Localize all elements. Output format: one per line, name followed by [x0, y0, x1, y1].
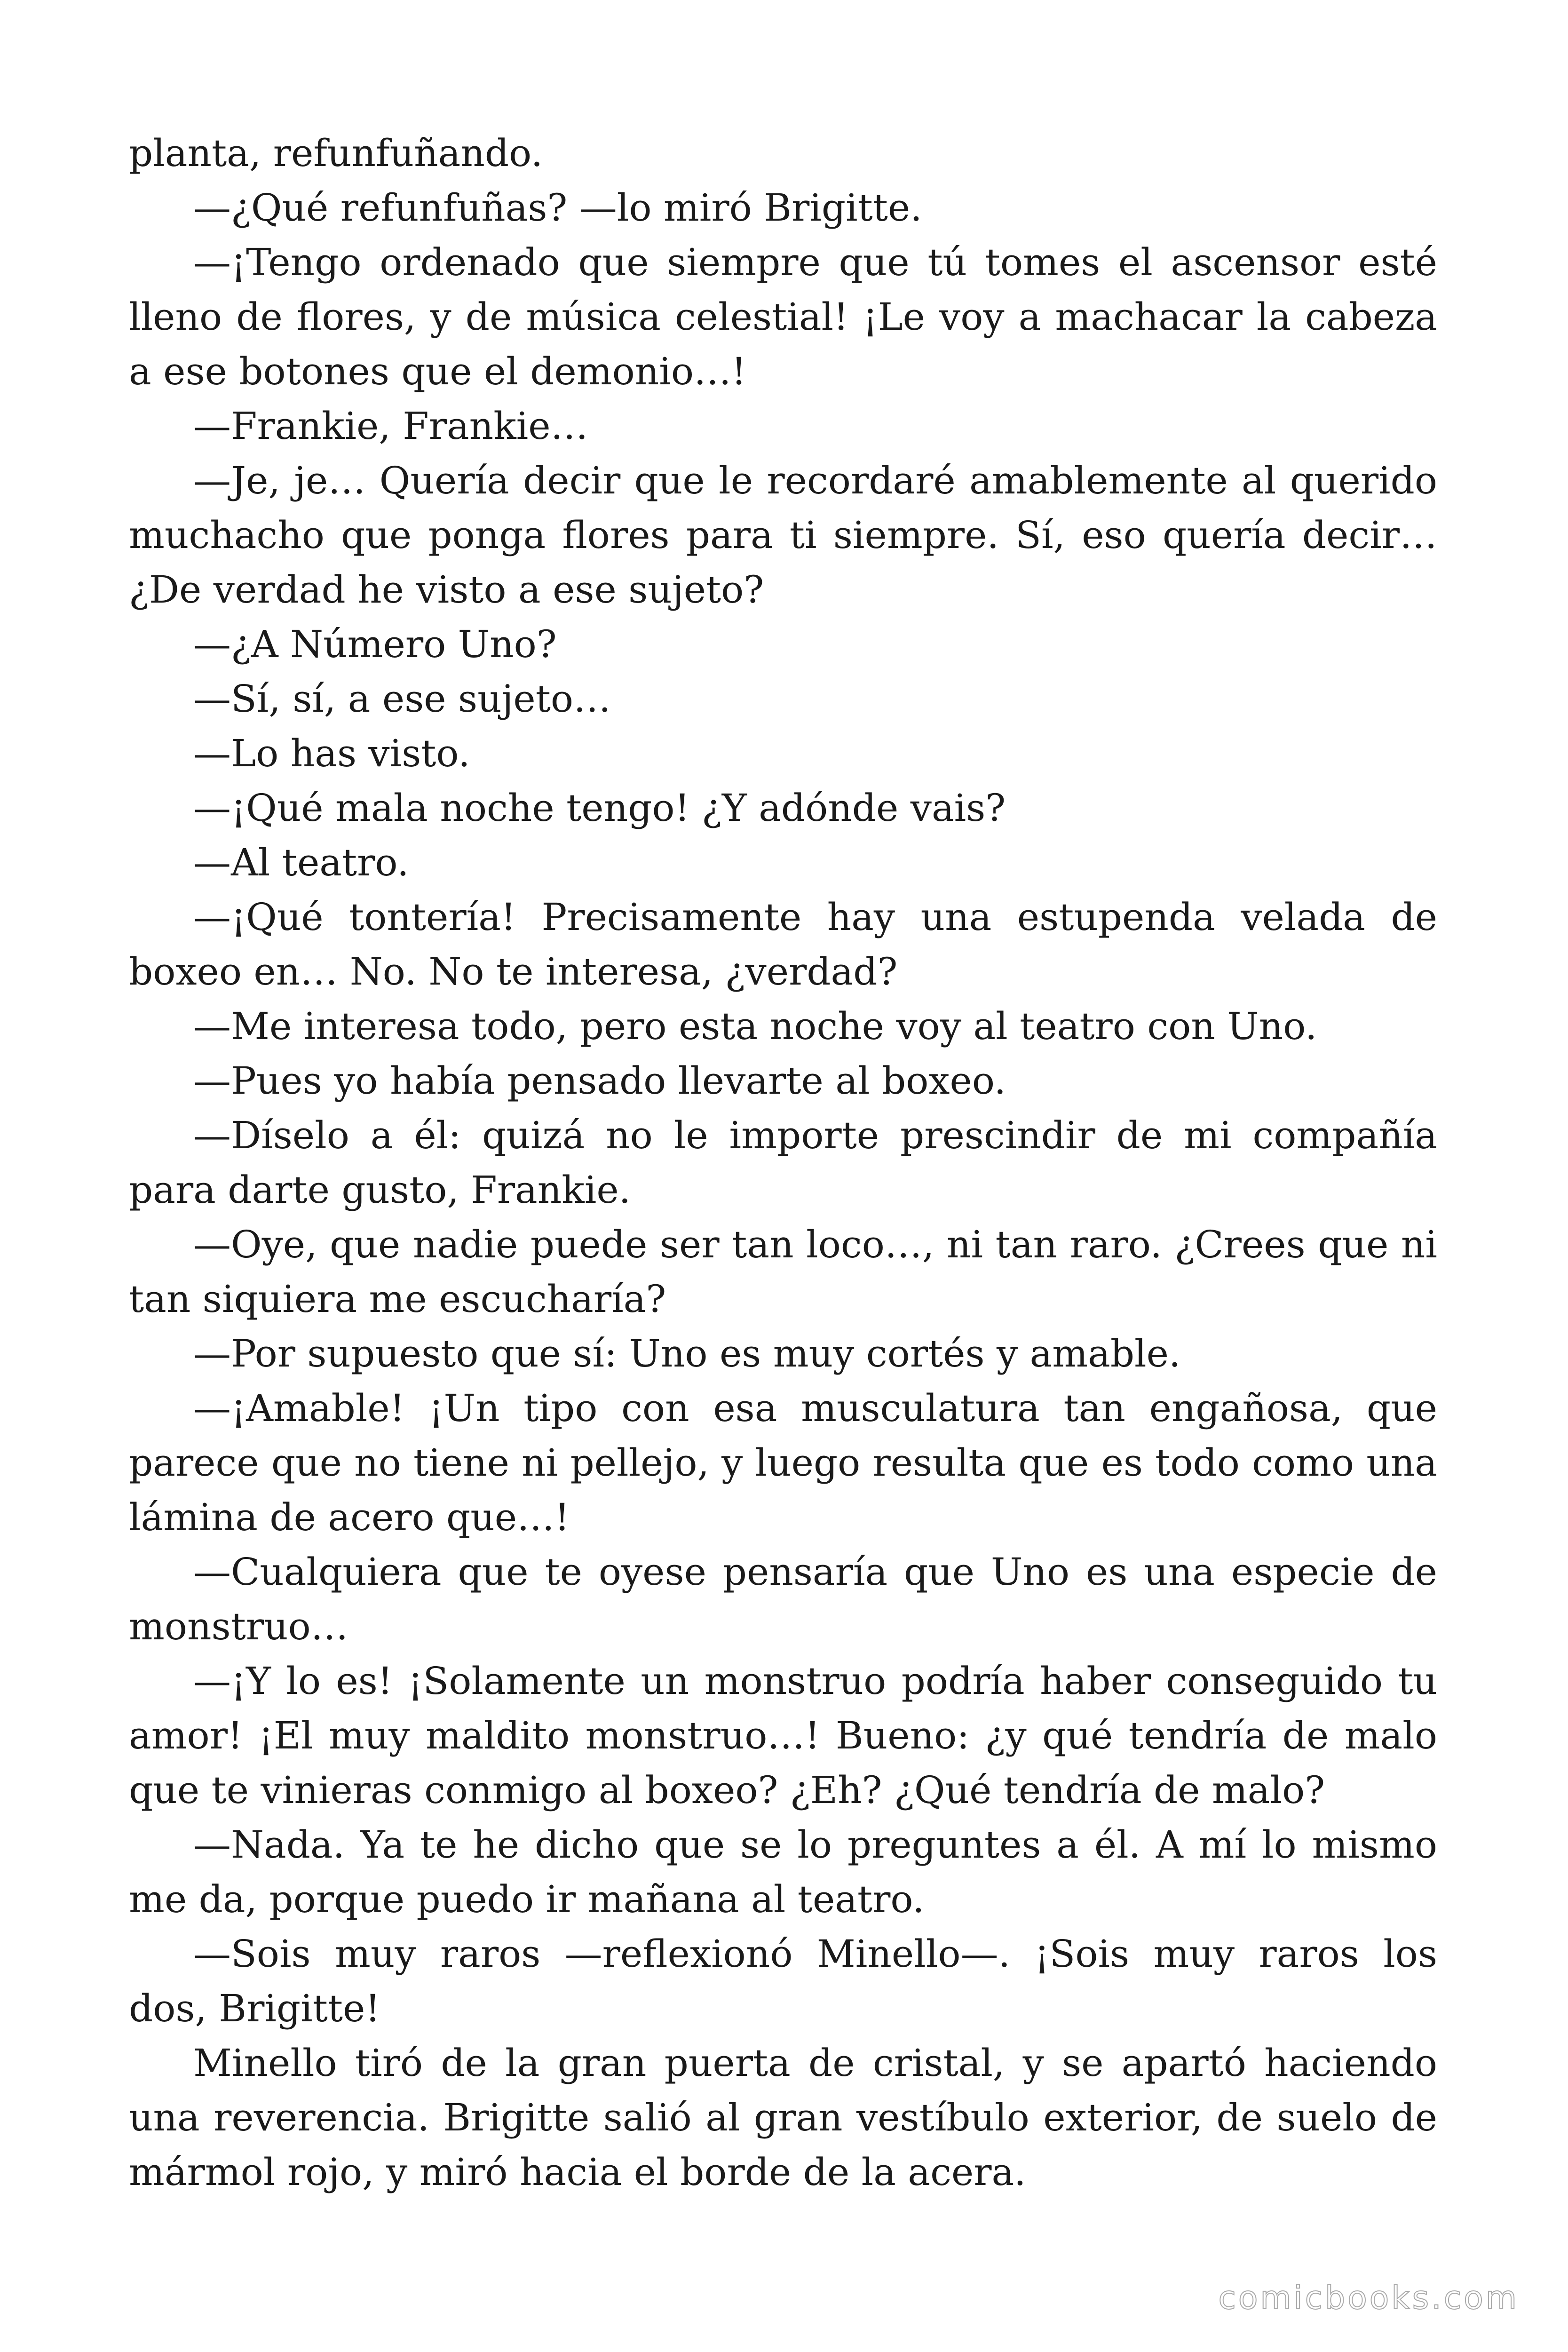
text-line: —Frankie, Frankie…	[193, 404, 588, 448]
text-line: —¡Amable! ¡Un tipo con esa musculatura tan engañosa, que	[193, 1386, 1437, 1430]
text-line: ¿De verdad he visto a ese sujeto?	[129, 568, 764, 612]
text-line: parece que no tiene ni pellejo, y luego resulta que es todo como una	[129, 1441, 1437, 1485]
text-line: —Sois muy raros —reflexionó Minello—. ¡Sois muy raros los	[193, 1932, 1437, 1976]
text-line: que te vinieras conmigo al boxeo? ¿Eh? ¿Qué tendría de malo?	[129, 1768, 1325, 1812]
text-line: —Lo has visto.	[193, 731, 470, 775]
text-line: —Nada. Ya te he dicho que se lo preguntes a él. A mí lo mismo	[193, 1823, 1437, 1867]
text-line: dos, Brigitte!	[129, 1986, 380, 2030]
text-line: —Al teatro.	[193, 841, 409, 884]
text-line: —Me interesa todo, pero esta noche voy al teatro con Uno.	[193, 1004, 1317, 1048]
text-line: —¿Qué refunfuñas? —lo miró Brigitte.	[193, 186, 922, 230]
text-line: muchacho que ponga flores para ti siempre. Sí, eso quería decir…	[129, 513, 1437, 557]
text-line: —Díselo a él: quizá no le importe prescindir de mi compañía	[193, 1113, 1437, 1157]
text-line: lámina de acero que…!	[129, 1495, 570, 1539]
text-line: —Je, je… Quería decir que le recordaré amablemente al querido	[193, 459, 1437, 502]
text-line: —Cualquiera que te oyese pensaría que Uno es una especie de	[193, 1550, 1437, 1594]
text-line: para darte gusto, Frankie.	[129, 1168, 631, 1212]
text-line: boxeo en… No. No te interesa, ¿verdad?	[129, 950, 898, 993]
text-line: me da, porque puedo ir mañana al teatro.	[129, 1877, 925, 1921]
text-line: Minello tiró de la gran puerta de cristal, y se apartó haciendo	[193, 2041, 1437, 2085]
text-line: lleno de flores, y de música celestial! ¡Le voy a machacar la cabeza	[129, 295, 1437, 339]
text-line: —Pues yo había pensado llevarte al boxeo.	[193, 1059, 1006, 1103]
text-line: —Oye, que nadie puede ser tan loco…, ni tan raro. ¿Crees que ni	[193, 1223, 1437, 1266]
text-line: a ese botones que el demonio…!	[129, 350, 747, 393]
text-line: —¡Qué tontería! Precisamente hay una estupenda velada de	[193, 895, 1437, 939]
text-line: tan siquiera me escucharía?	[129, 1277, 666, 1321]
watermark-text: comicbooks.com	[1218, 2280, 1519, 2317]
text-line: amor! ¡El muy maldito monstruo…! Bueno: ¿y qué tendría de malo	[129, 1714, 1437, 1757]
text-line: monstruo…	[129, 1605, 348, 1648]
text-line: —¿A Número Uno?	[193, 622, 557, 666]
text-line: —¡Tengo ordenado que siempre que tú tomes el ascensor esté	[193, 240, 1437, 284]
text-line: —Sí, sí, a ese sujeto…	[193, 677, 611, 721]
text-line: —¡Y lo es! ¡Solamente un monstruo podría haber conseguido tu	[193, 1659, 1437, 1703]
text-line: mármol rojo, y miró hacia el borde de la acera.	[129, 2150, 1026, 2194]
text-line: —¡Qué mala noche tengo! ¿Y adónde vais?	[193, 786, 1006, 830]
text-line: —Por supuesto que sí: Uno es muy cortés y amable.	[193, 1332, 1181, 1375]
text-line: planta, refunfuñando.	[129, 131, 543, 175]
text-line: una reverencia. Brigitte salió al gran vestíbulo exterior, de suelo de	[129, 2096, 1437, 2139]
